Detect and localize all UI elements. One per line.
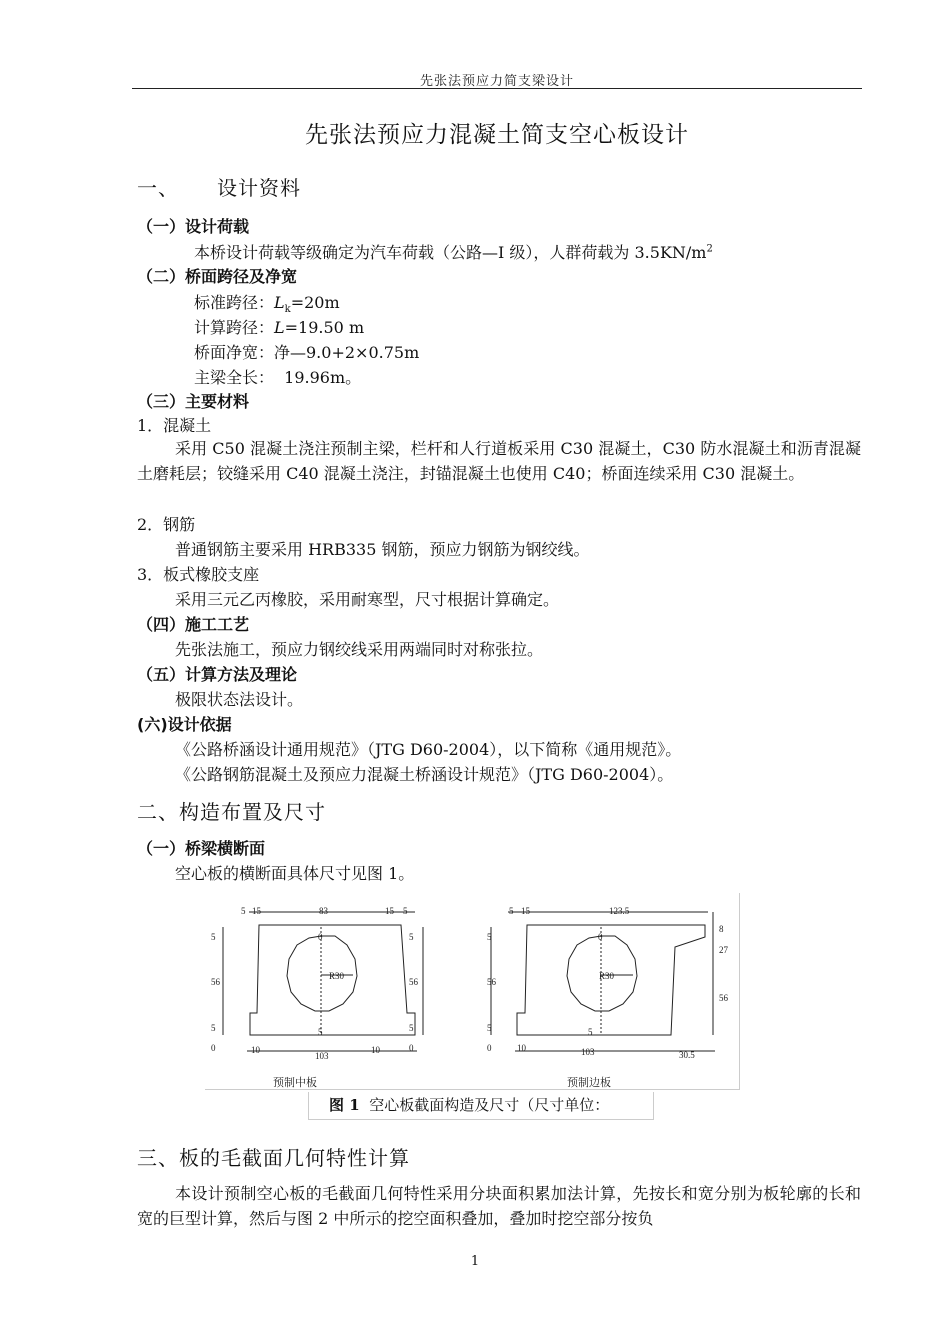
edge-plate-label: 预制边板: [567, 1077, 611, 1089]
design-load-text: 本桥设计荷载等级确定为汽车荷载（公路—I 级），人群荷载为 $3.5KN/m^2$: [194, 243, 713, 262]
edge-dim-right-top: 8: [719, 924, 724, 934]
edge-dim-right-mid: 27: [719, 945, 728, 955]
mid-dim-top-mid: 83: [319, 906, 328, 916]
edge-dim-left-bot: 5: [487, 1023, 492, 1033]
material-3-text: 采用三元乙丙橡胶，采用耐寒型，尺寸根据计算确定。: [175, 590, 560, 609]
mid-dim-right-bot: 5: [409, 1023, 414, 1033]
edge-dim-inner-bot: 5: [588, 1027, 593, 1037]
edge-dim-left-top: 5: [487, 932, 492, 942]
mid-dim-right-mid: 56: [409, 977, 418, 987]
edge-radius: R30: [599, 971, 615, 981]
material-1-title: 1．混凝土: [137, 416, 212, 435]
basis-heading: (六)设计依据: [137, 715, 232, 734]
method-text: 极限状态法设计。: [175, 690, 304, 709]
section-1-title: 设计资料: [217, 176, 301, 200]
section-3-text: 本设计预制空心板的毛截面几何特性采用分块面积累加法计算，先按长和宽分别为板轮廓的长和宽的巨型计算，然后与图 2 中所示的挖空面积叠加，叠加时挖空部分按负: [137, 1184, 861, 1228]
mid-radius: R30: [329, 971, 345, 981]
edge-dim-top-mid: 123.5: [609, 906, 630, 916]
edge-dim-inner-top: 0: [598, 932, 603, 942]
material-2-title: 2．钢筋: [137, 515, 196, 534]
mid-dim-bottom-left: 10: [251, 1045, 260, 1055]
standard-span: 标准跨径：$L_k=20m$: [194, 293, 340, 316]
edge-dim-bottom-mid: 103: [581, 1047, 595, 1057]
section-3-heading: 三、板的毛截面几何特性计算: [137, 1146, 410, 1170]
construction-heading: （四）施工工艺: [137, 615, 250, 634]
superscript-2: 2: [706, 243, 713, 255]
design-load-heading: （一）设计荷载: [137, 217, 250, 236]
mid-dim-right-top: 5: [409, 932, 414, 942]
material-3-title: 3．板式橡胶支座: [137, 565, 260, 584]
section-1-heading: [137, 172, 301, 201]
basis-reference-2: 《公路钢筋混凝土及预应力混凝土桥涵设计规范》（JTG D60-2004）。: [175, 765, 674, 784]
mid-plate-label: 预制中板: [273, 1077, 317, 1089]
girder-length: 主梁全长： 19.96m。: [194, 368, 362, 387]
deck-width: 桥面净宽：净—9.0+2×0.75m: [194, 343, 420, 362]
mid-dim-bottom-total: 103: [315, 1051, 329, 1061]
edge-dim-left-base: 0: [487, 1043, 492, 1053]
edge-dim-right-low: 56: [719, 993, 728, 1003]
mid-dim-right-base: 0: [409, 1043, 414, 1053]
calculated-span: 计算跨径：L=19.50 m: [194, 318, 365, 337]
mid-dim-inner-top: 0: [318, 932, 323, 942]
page-number: 1: [470, 1254, 480, 1269]
mid-hole: [287, 936, 357, 1011]
section-1-number: 一、: [137, 176, 179, 200]
mid-dim-left-bot: 5: [211, 1023, 216, 1033]
mid-dim-bottom-right: 10: [371, 1045, 380, 1055]
section-2-heading: 二、构造布置及尺寸: [137, 800, 326, 824]
running-header: 先张法预应力简支梁设计: [419, 74, 574, 89]
mid-dim-left-mid: 56: [211, 977, 220, 987]
cross-section-text: 空心板的横断面具体尺寸见图 1。: [175, 864, 415, 883]
cross-section-heading: （一）桥梁横断面: [137, 839, 266, 858]
header-rule: [132, 88, 862, 89]
mid-dim-inner-bot: 5: [318, 1027, 323, 1037]
mid-dim-top-left: 5: [241, 906, 246, 916]
edge-dim-bottom-right: 30.5: [679, 1050, 695, 1060]
cross-section-figure: [205, 893, 739, 1089]
mid-dim-top-left2: 15: [252, 906, 261, 916]
figure-caption: 图 1 空心板截面构造及尺寸（尺寸单位：: [308, 1092, 654, 1120]
mid-dim-left-top: 5: [211, 932, 216, 942]
document-title: 先张法预应力混凝土简支空心板设计: [305, 122, 689, 148]
edge-dim-left-mid: 56: [487, 977, 496, 987]
edge-dim-top-left: 5: [509, 906, 514, 916]
mid-dim-left-base: 0: [211, 1043, 216, 1053]
span-heading: （二）桥面跨径及净宽: [137, 267, 298, 286]
construction-text: 先张法施工，预应力钢绞线采用两端同时对称张拉。: [175, 640, 544, 659]
mid-dim-top-right: 5: [403, 906, 408, 916]
materials-heading: （三）主要材料: [137, 392, 250, 411]
edge-dim-top-left2: 15: [521, 906, 530, 916]
material-2-text: 普通钢筋主要采用 HRB335 钢筋，预应力钢筋为钢绞线。: [175, 540, 590, 559]
basis-reference-1: 《公路桥涵设计通用规范》（JTG D60-2004），以下简称《通用规范》。: [175, 740, 682, 759]
method-heading: （五）计算方法及理论: [137, 665, 298, 684]
edge-dim-bottom-left: 10: [517, 1043, 526, 1053]
material-1-text: 采用 C50 混凝土浇注预制主梁，栏杆和人行道板采用 C30 混凝土，C30 防水混凝土和沥青混凝土磨耗层；铰缝采用 C40 混凝土浇注，封锚混凝土也使用 C40；桥面连续采用 C30 混凝土。: [137, 439, 861, 483]
mid-dim-top-right2: 15: [385, 906, 394, 916]
